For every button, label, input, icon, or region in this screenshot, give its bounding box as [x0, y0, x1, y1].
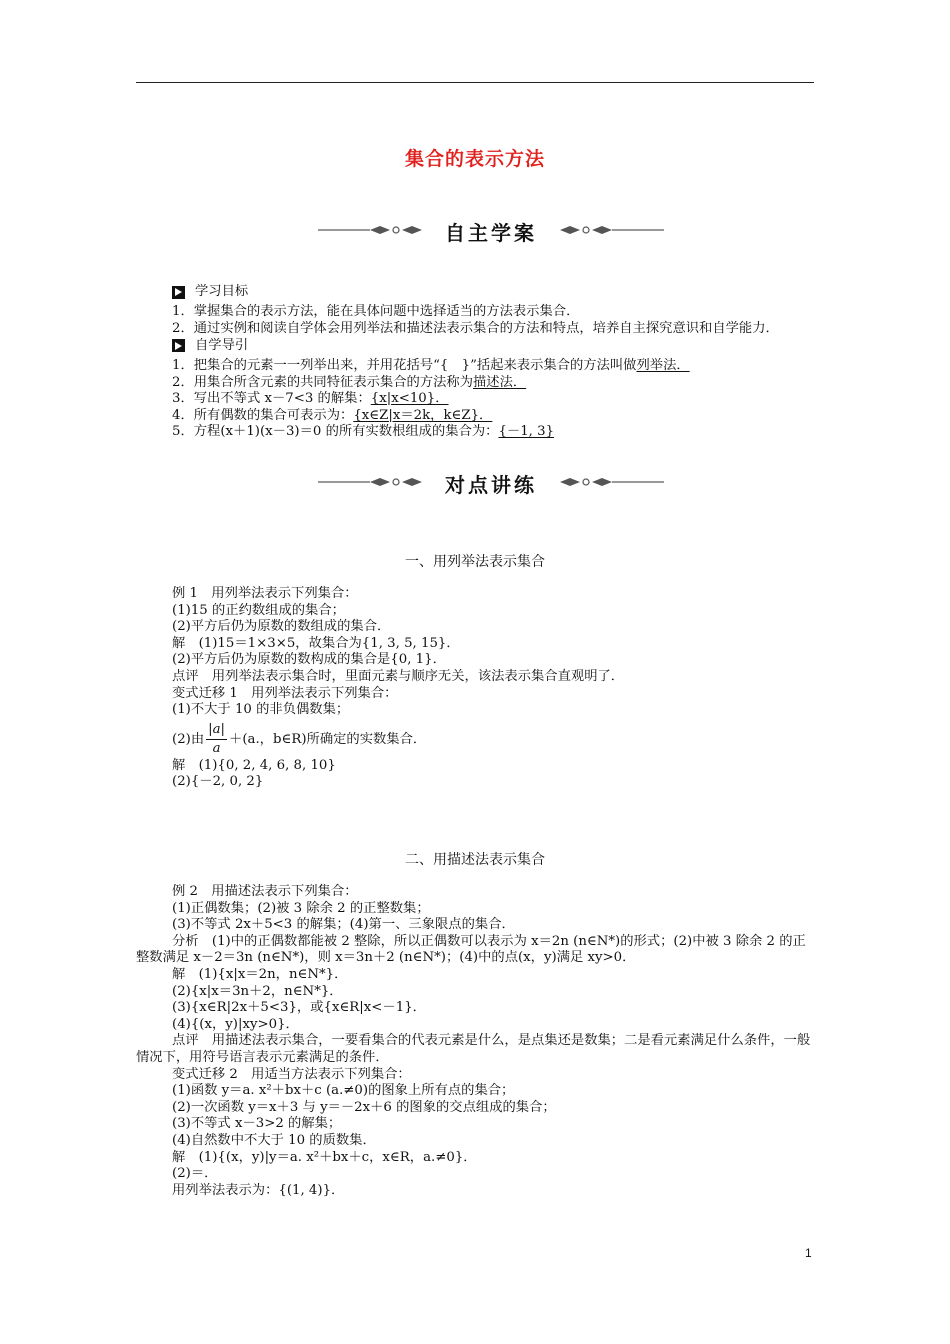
text-line: (3)不等式 2x＋5<3 的解集；(4)第一、三象限点的集合．: [172, 917, 515, 933]
text-line: (4){(x，y)|xy>0}．: [172, 1016, 299, 1032]
fraction: $\frac{|a|}{a}$: [208, 721, 226, 756]
guide-item-4: 4．所有偶数的集合可表示为：{x∈Z|x＝2k，k∈Z}．: [172, 407, 493, 423]
text-line: (2)平方后仍为原数的数组成的集合．: [172, 619, 391, 635]
text-line: 解 (1)15＝1×3×5，故集合为{1, 3, 5, 15}．: [172, 635, 460, 651]
text-line: (2)＝．: [172, 1166, 218, 1182]
guide-heading: 自学导引: [172, 338, 248, 355]
banner-practice: [318, 467, 664, 497]
goal-2: 2．通过实例和阅读自学体会用列举法和描述法表示集合的方法和特点，培养自主探究意识和自学能力．: [172, 320, 779, 336]
text-line: 用列举法表示为：{(1, 4)}．: [172, 1182, 345, 1198]
study-guide-block: [172, 284, 816, 441]
text-line: (1)15 的正约数组成的集合；: [172, 602, 345, 618]
fraction-line: (2)由 $\frac{|a|}{a}$ ＋(a.，b∈R)所确定的实数集合．: [172, 721, 427, 756]
text-line: 例 2 用描述法表示下列集合：: [172, 884, 358, 899]
text-line: (3){x∈R|2x＋5<3}，或{x∈R|x<－1}．: [172, 1000, 426, 1016]
play-triangle-icon: [172, 286, 185, 299]
goals-heading: 学习目标: [172, 284, 248, 301]
text-line: (3)不等式 x－3>2 的解集；: [172, 1116, 342, 1132]
text-line: (2)一次函数 y＝x＋3 与 y＝－2x＋6 的图象的交点组成的集合；: [172, 1099, 556, 1115]
header-rule: [136, 82, 814, 83]
page-number: 1: [805, 1246, 812, 1260]
text-line: (2){－2, 0, 2}: [172, 774, 264, 790]
text-line: 分析 (1)中的正偶数都能被 2 整除，所以正偶数可以表示为 x＝2n (n∈N*)的形式；(2)中被 3 除余 2 的正整数满足 x－2＝3n (n∈N*)，则 x＝3n＋2 (n∈N*)；(4)中的点(x，y)满足 xy>0．: [136, 933, 806, 966]
banner-title: 对点讲练: [445, 473, 537, 497]
section-heading-1: 一、用列举法表示集合: [405, 554, 545, 570]
answer-text: {x|x<10}．: [370, 391, 449, 407]
text-line: (1)正偶数集；(2)被 3 除余 2 的正整数集；: [172, 900, 430, 916]
answer-text: {x∈Z|x＝2k，k∈Z}．: [353, 407, 493, 423]
text-line: 点评 用列举法表示集合时，里面元素与顺序无关，该法表示集合直观明了．: [172, 668, 625, 684]
section-1-block: [172, 586, 816, 791]
answer-text: 列举法．: [636, 357, 690, 373]
text-line: (4)自然数中不大于 10 的质数集．: [172, 1132, 376, 1148]
answer-text: {－1, 3}: [498, 424, 555, 440]
answer-text: 描述法．: [473, 374, 527, 390]
guide-item-3: 3．写出不等式 x－7<3 的解集：{x|x<10}．: [172, 391, 449, 407]
text-line: (1)不大于 10 的非负偶数集；: [172, 702, 350, 718]
section-heading-2: 二、用描述法表示集合: [405, 852, 545, 868]
text-line: 解 (1){0, 2, 4, 6, 8, 10}: [172, 757, 336, 773]
text-line: 解 (1){(x，y)|y＝a. x²＋bx＋c，x∈R，a.≠0}．: [172, 1149, 477, 1165]
section-2-block: [136, 884, 816, 1199]
goal-1: 1．掌握集合的表示方法，能在具体问题中选择适当的方法表示集合．: [172, 304, 580, 320]
guide-item-2: 2．用集合所含元素的共同特征表示集合的方法称为描述法．: [172, 374, 527, 390]
text-line: (2){x|x＝3n＋2，n∈N*}．: [172, 983, 343, 999]
text-line: 例 1 用列举法表示下列集合：: [172, 586, 358, 601]
page-title: 集合的表示方法: [404, 148, 545, 170]
banner-title: 自主学案: [445, 221, 537, 245]
banner-self-study: [318, 215, 664, 245]
text-line: 点评 用描述法表示集合，一要看集合的代表元素是什么，是点集还是数集；二是看元素满足什么条件，一般情况下，用符号语言表示元素满足的条件．: [136, 1033, 811, 1065]
text-line: 变式迁移 2 用适当方法表示下列集合：: [172, 1066, 411, 1082]
play-triangle-icon: [172, 339, 185, 352]
text-line: 变式迁移 1 用列举法表示下列集合：: [172, 685, 398, 701]
text-line: (1)函数 y＝a. x²＋bx＋c (a.≠0)的图象上所有点的集合；: [172, 1083, 515, 1099]
text-line: 解 (1){x|x＝2n，n∈N*}．: [172, 966, 348, 982]
text-line: (2)平方后仍为原数的数构成的集合是{0, 1}．: [172, 652, 446, 668]
guide-item-5: 5．方程(x＋1)(x－3)＝0 的所有实数根组成的集合为：{－1, 3}: [172, 424, 555, 440]
guide-item-1: 1．把集合的元素一一列举出来，并用花括号“{ }”括起来表示集合的方法叫做列举法．: [172, 357, 690, 373]
